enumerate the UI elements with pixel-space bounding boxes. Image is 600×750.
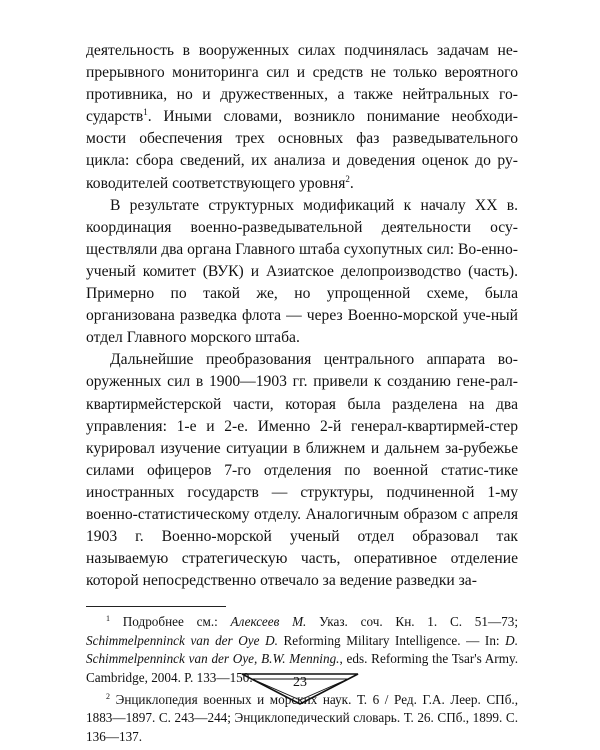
footnote-1-mark: 1 xyxy=(106,614,110,624)
paragraph-3: Дальнейшие преобразования центрального аппарата во-оруженных сил в 1900—1903 гг. привели к созданию гене-рал-квартирмейстерской части, которая была разделена на два управления: 1-е и 2-е. Именно 2-й генерал-квартирмей-стер курировал изучение ситуации в ближнем и дальнем за-рубежье силами офицеров 7-го отделения по военной статис-тике иностранных государств — структуры, подчиненной 1-му военно-статистическому отделу. Аналогичным образом с апреля 1903 г. Военно-морской ученый отдел образовал так называемую стратегическую часть, оперативное отделение которой непосредственно отвечало за ведение разведки за- xyxy=(86,351,518,590)
footnote-1-author-1: Алексеев М. xyxy=(230,614,307,630)
page-number: 23 xyxy=(293,675,307,690)
footnote-1-text-4: , eds. Reforming the Tsar's Army. Cambridge, 2004. P. 133—150. xyxy=(86,651,518,685)
paragraph-1-part-b: . Иными словами, возникло понимание необходи-мости обеспечения трех основных фаз разведывательного цикла: сбора сведений, их анализа и доведения оценок до ру-ководителей соответствующего уровня xyxy=(86,108,518,192)
page-number-ornament xyxy=(0,672,600,732)
footnote-ref-1[interactable]: 1 xyxy=(143,107,148,118)
footnote-1-text-1: Подробнее см.: xyxy=(122,614,231,630)
footnote-1-author-2: Schimmelpenninck van der Oye D. xyxy=(86,632,278,648)
footnote-1-author-3: D. Schimmelpenninck van der Oye, B.W. Menning. xyxy=(86,632,518,667)
paragraph-1 xyxy=(86,40,518,195)
paragraph-2: В результате структурных модификаций к началу XX в. координация военно-разведывательной деятельности осу-ществляли два органа Главного штаба сухопутных сил: Во-енно-ученый комитет (ВУК) и Азиатское делопроизводство (часть). Примерно по такой же, но упрощенной схеме, была организована разведка флота — через Военно-морской уче-ный отдел Главного морского штаба. xyxy=(86,196,518,347)
paragraph-1-part-c: . xyxy=(349,174,354,192)
footnote-2-mark: 2 xyxy=(106,691,110,701)
footnote-1-text-2: Указ. соч. Кн. 1. С. 51—73; xyxy=(306,614,519,630)
body-text xyxy=(86,40,518,592)
paragraph-1-part-a: деятельность в вооруженных силах подчинялась задачам не-прерывного мониторинга сил и средств не только вероятного противника, но и дружественных, а также нейтральных го-сударств xyxy=(86,42,518,126)
footnote-separator xyxy=(86,606,226,607)
footnote-ref-2[interactable]: 2 xyxy=(345,173,350,184)
footnote-1-text-3: Reforming Military Intelligence. — In: xyxy=(277,632,506,648)
page-content xyxy=(86,40,518,746)
footnote-2-text: Энциклопедия военных и морских наук. Т. 6 / Ред. Г.А. Леер. СПб., 1883—1897. С. 243—244; Энциклопедический словарь. Т. 26. СПб., 1899. С. 136—137. xyxy=(86,691,519,744)
